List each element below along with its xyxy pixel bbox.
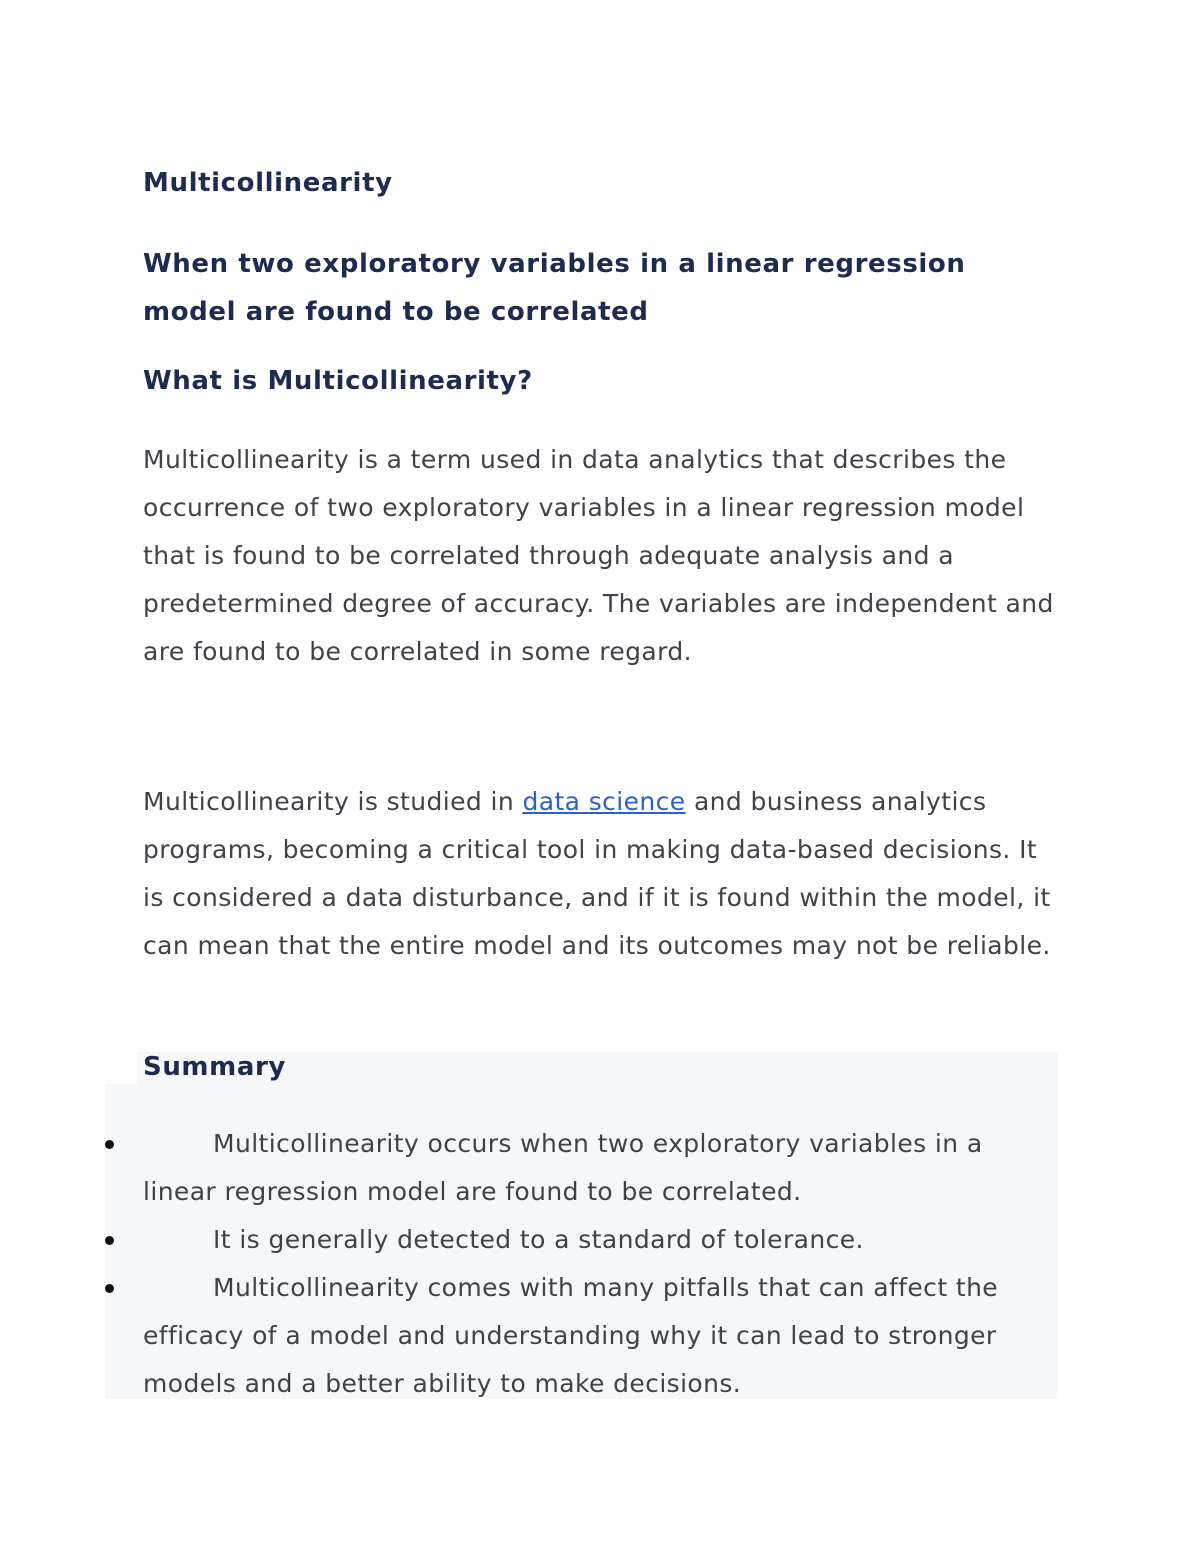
context-paragraph [143, 778, 1058, 970]
summary-item-text: It is generally detected to a standard of tolerance. [213, 1225, 864, 1254]
summary-item-text: Multicollinearity occurs when two exploratory variables in a linear regression model are found to be correlated. [143, 1129, 983, 1206]
bullet-icon [105, 1140, 114, 1149]
data-science-link[interactable]: data science [522, 787, 686, 816]
paragraph-text-before-link: Multicollinearity is studied in [143, 787, 523, 816]
definition-paragraph: Multicollinearity is a term used in data analytics that describes the occurrence of two exploratory variables in a linear regression model that is found to be correlated through adequate analysis and a predetermined degree of accuracy. The variables are independent and are found to be correlated in some regard. [143, 445, 1054, 666]
document-title: Multicollinearity [143, 168, 393, 198]
summary-item-text: Multicollinearity comes with many pitfalls that can affect the efficacy of a model and understanding why it can lead to stronger models and a better ability to make decisions. [143, 1273, 999, 1398]
document-subtitle: When two exploratory variables in a linear regression model are found to be correlated [143, 249, 966, 327]
summary-list-item [143, 1120, 1058, 1216]
summary-list [143, 1120, 1058, 1408]
bullet-icon [105, 1284, 114, 1293]
section-heading: What is Multicollinearity? [143, 366, 533, 396]
paragraph-text-after-link: and business analytics programs, becoming a critical tool in making data-based decisions. It is considered a data disturbance, and if it is found within the model, it can mean that the entire model and its outcomes may not be reliable. [143, 787, 1051, 960]
summary-list-item [143, 1216, 1058, 1264]
bullet-icon [105, 1236, 114, 1245]
summary-heading: Summary [143, 1052, 286, 1082]
summary-panel-notch [105, 1052, 137, 1084]
summary-list-item [143, 1264, 1058, 1408]
